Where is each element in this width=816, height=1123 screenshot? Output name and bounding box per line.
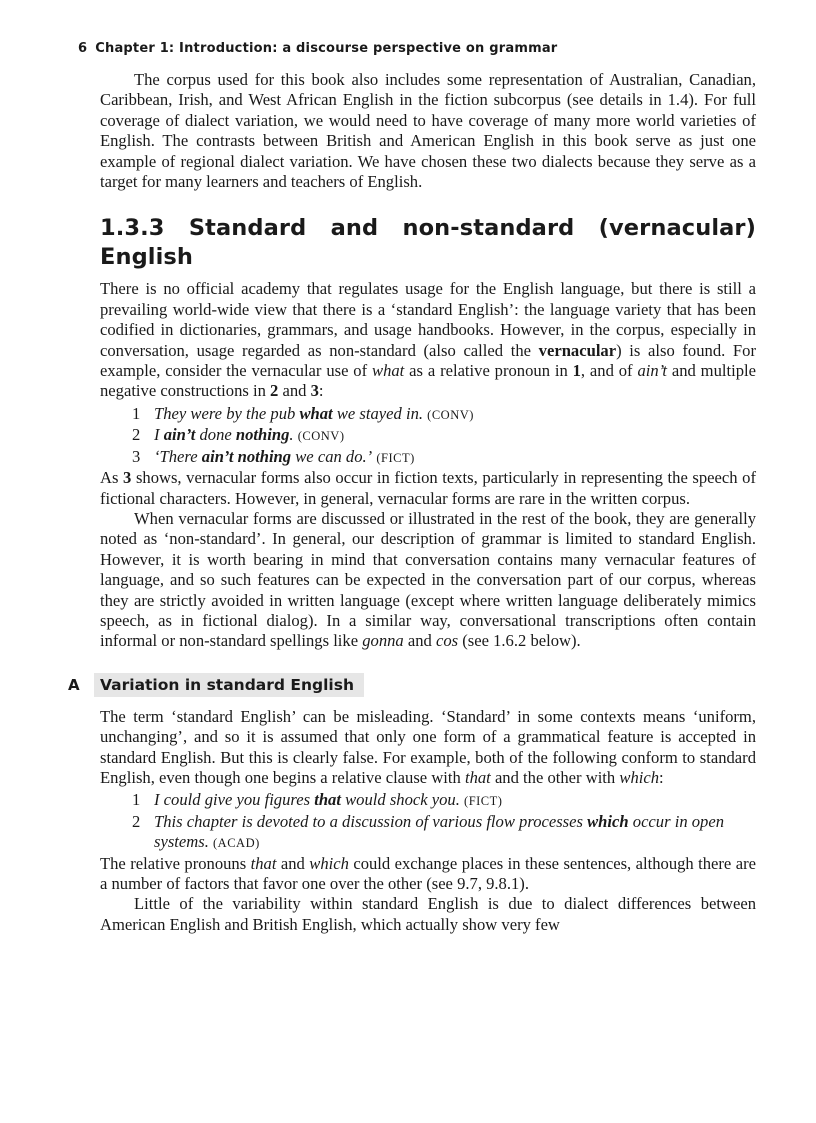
paragraph-dialect-corpus: The corpus used for this book also includes some representation of Australian, Canadian, Caribbean, Irish, and West African English in the fiction subcorpus (see details in 1.4). For full coverage of dialect variation, we would need to have coverage of many more world varieties of English. The contrasts between British and American English in this book serve as just one example of regional dialect variation. We have chosen these two dialects because they serve as a target for many learners and teachers of English. bbox=[100, 70, 756, 192]
example-item: 1 They were by the pub what we stayed in. (CONV) bbox=[132, 403, 474, 423]
register-tag: (CONV) bbox=[427, 407, 474, 422]
paragraph-fiction-vernacular: As 3 shows, vernacular forms also occur in fiction texts, particularly in representing the speech of fictional characters. However, in general, vernacular forms are rare in the written corpus. bbox=[100, 468, 756, 508]
paragraph-non-standard: When vernacular forms are discussed or illustrated in the rest of the book, they are generally noted as ‘non-standard’. In general, our description of grammar is limited to standard English. However, it is worth bearing in mind that conversation contains many vernacular features of language, and so such features can be expected in the conversation part of our corpus, whereas they are strictly avoided in written language (except where written language deliberately mimics speech, as in fictional dialog). In a similar way, conversational transcriptions often contain informal or non-standard spellings like gonna and cos (see 1.6.2 below). bbox=[100, 508, 756, 651]
register-tag: (FICT) bbox=[464, 794, 503, 809]
paragraph-relative-pronouns: The relative pronouns that and which could exchange places in these sentences, although there are a number of factors that favor one over the other (see 9.7, 9.8.1). bbox=[100, 853, 756, 893]
term-vernacular: vernacular bbox=[538, 340, 617, 360]
example-item: 2 I ain’t done nothing. (CONV) bbox=[132, 425, 345, 445]
paragraph-dialect-differences: Little of the variability within standard English is due to dialect differences between American English and British English, which actually show very few bbox=[100, 894, 756, 934]
chapter-title: Chapter 1: Introduction: a discourse perspective on grammar bbox=[95, 41, 558, 56]
example-item: 1 I could give you figures that would shock you. (FICT) bbox=[132, 790, 503, 810]
body-text bbox=[68, 70, 756, 935]
register-tag: (CONV) bbox=[297, 429, 345, 444]
register-tag: (FICT) bbox=[376, 450, 415, 465]
section-title: Standard and non-standard (vernacular) English bbox=[100, 215, 756, 271]
register-tag: (ACAD) bbox=[213, 836, 260, 851]
example-item: 3 ‘There ain’t nothing we can do.’ (FICT) bbox=[132, 446, 415, 466]
subsection-title: Variation in standard English bbox=[94, 673, 364, 697]
running-head bbox=[78, 41, 557, 56]
subsection-heading-a bbox=[68, 673, 756, 699]
paragraph-variation: The term ‘standard English’ can be misleading. ‘Standard’ in some contexts means ‘uniform, unchanging’, and so it is assumed that only one form of a grammatical feature is accepted in standard English. But this is clearly false. For example, both of the following conform to standard English, even though one begins a relative clause with that and the other with which: bbox=[100, 706, 756, 787]
paragraph-standard-english: There is no official academy that regulates usage for the English language, but there is still a prevailing world-wide view that there is a ‘standard English’: the language variety that has been codified in dictionaries, grammars, and usage handbooks. However, in the corpus, especially in conversation, usage regarded as non-standard (also called the vernacular) is also found. For example, consider the vernacular use of what as a relative pronoun in 1, and of ain’t and multiple negative constructions in 2 and 3: bbox=[100, 279, 756, 401]
example-item: 2 This chapter is devoted to a discussion of various flow processes which occur in open systems. (ACAD) bbox=[132, 811, 725, 852]
subsection-letter: A bbox=[68, 675, 80, 694]
section-heading-1-3-3 bbox=[100, 214, 756, 272]
section-number: 1.3.3 bbox=[100, 215, 165, 242]
page-number: 6 bbox=[78, 41, 88, 56]
